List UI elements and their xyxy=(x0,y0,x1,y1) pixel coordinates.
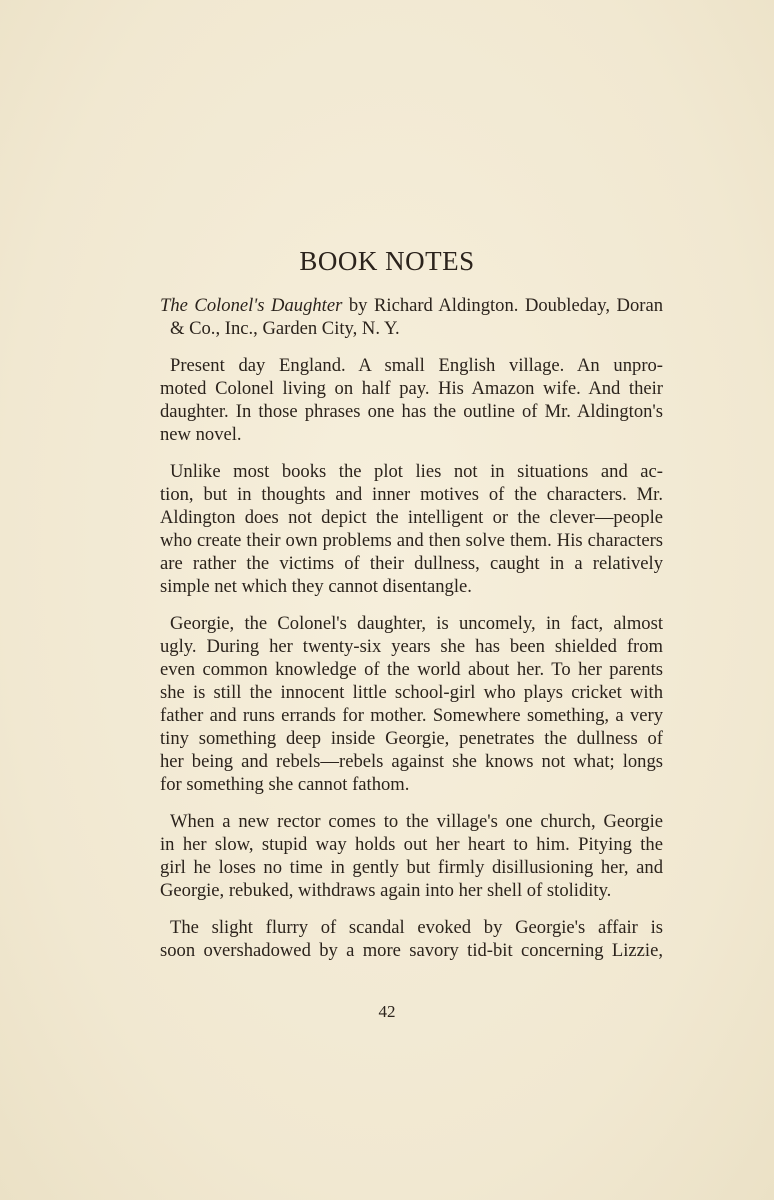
book-title: The Colonel's Daughter xyxy=(160,295,343,316)
text-line: father and runs errands for mother. Somewhere something, a very xyxy=(160,705,663,726)
citation-details: by Richard Aldington. Doubleday, Doran xyxy=(342,295,663,316)
paragraph xyxy=(160,612,663,796)
paragraph xyxy=(160,916,663,962)
citation-line xyxy=(160,294,663,317)
text-line: her being and rebels—rebels against she knows not what; longs xyxy=(160,751,663,772)
paragraph xyxy=(160,354,663,446)
page-heading: BOOK NOTES xyxy=(299,246,475,276)
text-line: for something she cannot fathom. xyxy=(160,774,410,795)
text-line: are rather the victims of their dullness, caught in a relatively xyxy=(160,553,663,574)
text-line: tiny something deep inside Georgie, penetrates the dullness of xyxy=(160,728,663,749)
text-line: ugly. During her twenty-six years she has been shielded from xyxy=(160,636,663,657)
page-number: 42 xyxy=(378,1002,396,1021)
text-line: who create their own problems and then solve them. His characters xyxy=(160,530,663,551)
citation-line: & Co., Inc., Garden City, N. Y. xyxy=(170,318,400,339)
text-line: moted Colonel living on half pay. His Amazon wife. And their xyxy=(160,378,663,399)
text-line: Georgie, rebuked, withdraws again into her shell of stolidity. xyxy=(160,880,612,901)
text-line: Present day England. A small English village. An unpro- xyxy=(170,355,663,376)
text-line: Unlike most books the plot lies not in situations and ac- xyxy=(170,461,663,482)
paragraphs xyxy=(160,354,663,962)
article-body xyxy=(160,294,663,976)
text-line: Georgie, the Colonel's daughter, is uncomely, in fact, almost xyxy=(170,613,663,634)
text-line: When a new rector comes to the village's one church, Georgie xyxy=(170,811,663,832)
text-line: Aldington does not depict the intelligent or the clever—people xyxy=(160,507,663,528)
text-line: daughter. In those phrases one has the outline of Mr. Aldington's xyxy=(160,401,663,422)
citation xyxy=(160,294,663,340)
paragraph xyxy=(160,460,663,598)
text-line: she is still the innocent little school-girl who plays cricket with xyxy=(160,682,663,703)
paragraph xyxy=(160,810,663,902)
text-line: soon overshadowed by a more savory tid-bit concerning Lizzie, xyxy=(160,940,663,961)
text-line: The slight flurry of scandal evoked by Georgie's affair is xyxy=(170,917,663,938)
text-line: new novel. xyxy=(160,424,242,445)
text-line: tion, but in thoughts and inner motives of the characters. Mr. xyxy=(160,484,663,505)
text-line: in her slow, stupid way holds out her heart to him. Pitying the xyxy=(160,834,663,855)
text-line: simple net which they cannot disentangle. xyxy=(160,576,472,597)
text-line: even common knowledge of the world about her. To her parents xyxy=(160,659,663,680)
text-line: girl he loses no time in gently but firmly disillusioning her, and xyxy=(160,857,663,878)
